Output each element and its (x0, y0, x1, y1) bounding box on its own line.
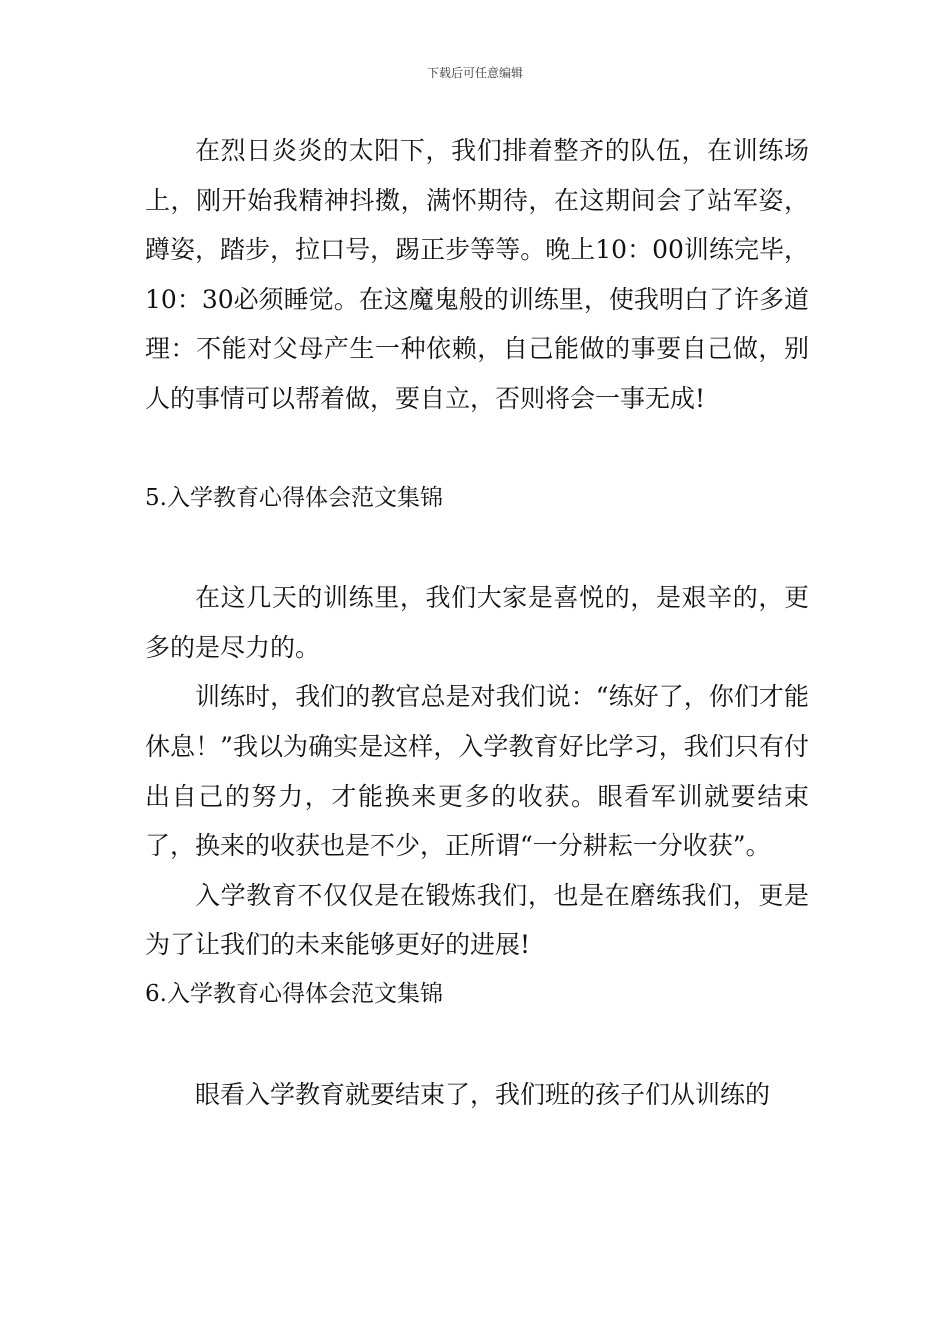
paragraph-education-ending: 眼看入学教育就要结束了，我们班的孩子们从训练的 (195, 1079, 771, 1109)
paragraph-education-purpose: 入学教育不仅仅是在锻炼我们，也是在磨练我们，更是为了让我们的未来能够更好的进展! (145, 880, 809, 960)
page-header: 下载后可任意编辑 (426, 66, 523, 80)
spacer (145, 1020, 809, 1070)
spacer (145, 523, 809, 573)
section-heading-6: 6.入学教育心得体会范文集锦 (145, 980, 443, 1007)
document-body (145, 126, 809, 1119)
paragraph-instructor-quote: 训练时，我们的教官总是对我们说：“练好了，你们才能休息！”我以为确实是这样，入学教育好比学习，我们只有付出自己的努力，才能换来更多的收获。眼看军训就要结束了，换来的收获也是不少，正所谓“一分耕耘一分收获”。 (145, 682, 809, 861)
spacer (145, 424, 809, 474)
paragraph-training-days: 在这几天的训练里，我们大家是喜悦的，是艰辛的，更多的是尽力的。 (145, 583, 809, 662)
paragraph-training-summary: 在烈日炎炎的太阳下，我们排着整齐的队伍，在训练场上，刚开始我精神抖擞，满怀期待，在这期间会了站军姿，蹲姿，踏步，拉口号，踢正步等等。晚上10：00训练完毕，10：30必须睡觉。在这魔鬼般的训练里，使我明白了许多道理：不能对父母产生一种依赖，自己能做的事要自己做，别人的事情可以帮着做，要自立，否则将会一事无成! (145, 136, 809, 413)
section-heading-5: 5.入学教育心得体会范文集锦 (145, 484, 443, 511)
